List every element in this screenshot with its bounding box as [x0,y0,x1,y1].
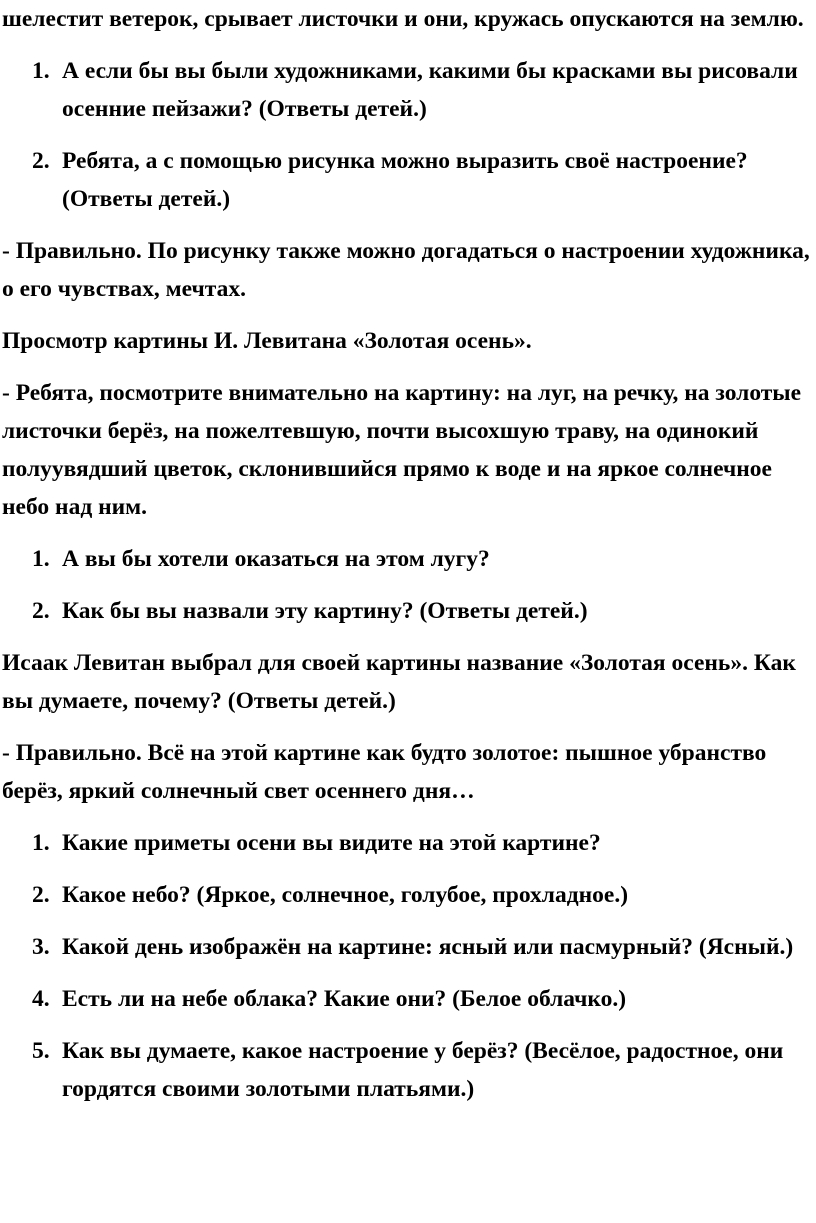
list-number: 4. [32,986,50,1012]
list-number: 5. [32,1038,50,1064]
list-item [2,52,810,128]
list-number: 2. [32,148,50,174]
list-item-text: Есть ли на небе облака? Какие они? (Белое облачко.) [62,986,627,1012]
paragraph-levitan-title: Исаак Левитан выбрал для своей картины название «Золотая осень». Как вы думаете, почему? (Ответы детей.) [2,650,796,714]
list-item [2,824,810,862]
list-number: 3. [32,934,50,960]
list-item-text: Какой день изображён на картине: ясный или пасмурный? (Ясный.) [62,934,794,960]
list-item-text: Как вы думаете, какое настроение у берёз? (Весёлое, радостное, они гордятся своими золотыми платьями.) [62,1038,784,1102]
list-item [2,980,810,1018]
list-item [2,540,810,578]
question-list-2 [2,540,810,630]
list-number: 2. [32,882,50,908]
paragraph-heading-painting: Просмотр картины И. Левитана «Золотая осень». [2,328,532,354]
question-list-3 [2,824,810,1108]
list-item-text: А вы бы хотели оказаться на этом лугу? [62,546,490,572]
list-number: 1. [32,58,50,84]
question-list-1 [2,52,810,218]
list-number: 2. [32,598,50,624]
list-item-text: А если бы вы были художниками, какими бы красками вы рисовали осенние пейзажи? (Ответы детей.) [62,58,798,122]
list-item [2,928,810,966]
list-item [2,1032,810,1108]
paragraph-intro: шелестит ветерок, срывает листочки и они, кружась опускаются на землю. [2,6,804,32]
list-item [2,142,810,218]
paragraph-correct-2: - Правильно. Всё на этой картине как будто золотое: пышное убранство берёз, яркий солнечный свет осеннего дня… [2,740,767,804]
list-item-text: Ребята, а с помощью рисунка можно выразить своё настроение? (Ответы детей.) [62,148,748,212]
list-item [2,592,810,630]
paragraph-correct-1: - Правильно. По рисунку также можно догадаться о настроении художника, о его чувствах, мечтах. [2,238,810,302]
list-item [2,876,810,914]
list-number: 1. [32,830,50,856]
list-number: 1. [32,546,50,572]
paragraph-look-at-painting: - Ребята, посмотрите внимательно на картину: на луг, на речку, на золотые листочки берёз, на пожелтевшую, почти высохшую траву, на одинокий полуувядший цветок, склонившийся прямо к воде и на яркое солнечное небо над ним. [2,380,802,520]
list-item-text: Какие приметы осени вы видите на этой картине? [62,830,601,856]
list-item-text: Как бы вы назвали эту картину? (Ответы детей.) [62,598,588,624]
list-item-text: Какое небо? (Яркое, солнечное, голубое, прохладное.) [62,882,629,908]
